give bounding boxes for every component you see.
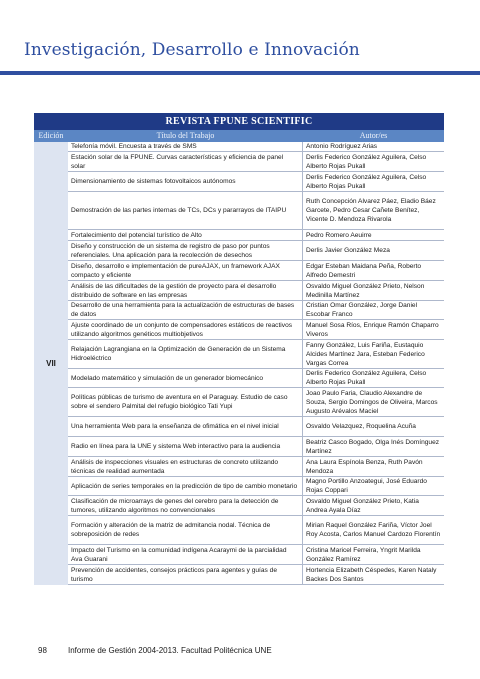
work-title: Dimensionamiento de sistemas fotovoltaicos autónomos: [68, 172, 303, 191]
table-row: [68, 437, 444, 457]
work-title: Una herramienta Web para la enseñanza de ofimática en el nivel inicial: [68, 417, 303, 436]
work-authors: Derlis Federico González Aguilera, Celso Alberto Rojas Pukall: [306, 370, 427, 386]
table-row: [68, 241, 444, 261]
work-title: Demostración de las partes internas de TCs, DCs y pararrayos de ITAIPU: [68, 192, 303, 229]
work-title: Análisis de las dificultades de la gestión de proyecto para el desarrollo distribuido de software en las empresas: [68, 281, 303, 300]
table-row: [68, 172, 444, 192]
table-row: [68, 230, 444, 241]
table-row: [68, 142, 444, 152]
page-title: Investigación, Desarrollo e Innovación: [24, 40, 360, 60]
work-authors: Beatriz Casco Bogado, Olga Inés Domínguez Martínez: [306, 438, 440, 455]
table-row: [68, 565, 444, 585]
header-authors: Autor/es: [359, 131, 388, 140]
table-row: [68, 281, 444, 301]
work-authors: Mirian Raquel González Fariña, Víctor Joel Roy Acosta, Carlos Manuel Cardozo Florentín: [306, 522, 441, 538]
work-authors: Derlis Javier González Meza: [306, 247, 390, 254]
table-row: [68, 477, 444, 496]
table-row: [68, 496, 444, 516]
work-title: Aplicación de series temporales en la predicción de tipo de cambio monetario: [68, 477, 303, 495]
table-row: [68, 152, 444, 172]
work-authors: Antonio Rodríguez Arias: [306, 143, 378, 150]
table-row: [68, 388, 444, 417]
page-footer: [38, 646, 272, 655]
work-authors: Edgar Esteban Maidana Peña, Roberto Alfredo Demestri: [306, 262, 422, 279]
work-title: Fortalecimiento del potencial turístico de Alto: [68, 230, 303, 240]
work-title: Relajación Lagrangiana en la Optimización de Generación de un Sistema Hidroeléctrico: [68, 340, 303, 368]
table-row: [68, 417, 444, 437]
work-authors: Derlis Federico González Aguilera, Celso Alberto Rojas Pukall: [306, 153, 427, 170]
page-number: 98: [38, 646, 47, 655]
edition-cell: VII: [34, 142, 68, 585]
table-row: [68, 516, 444, 545]
work-authors: Manuel Sosa Ríos, Enrique Ramón Chaparro Viveros: [306, 321, 439, 338]
work-authors: Osvaldo Miguel González Prieto, Katia Andrea Ayala Díaz: [306, 497, 419, 514]
footer-text: Informe de Gestión 2004-2013. Facultad Politécnica UNE: [68, 646, 272, 655]
work-title: Radio en línea para la UNE y sistema Web interactivo para la audiencia: [68, 437, 303, 456]
journal-table: [34, 113, 444, 585]
table-row: [68, 545, 444, 565]
table-rows: [68, 142, 444, 585]
work-title: Modelado matemático y simulación de un generador biomecánico: [68, 369, 303, 387]
table-header: [34, 130, 444, 142]
work-title: Ajuste coordinado de un conjunto de compensadores estáticos de reactivos utilizando algoritmos genéticos multiobjetivos: [68, 320, 303, 339]
work-title: Impacto del Turismo en la comunidad indígena Acaraymi de la parcialidad Ava Guarani: [68, 545, 303, 564]
work-title: Estación solar de la FPUNE. Curvas características y eficiencia de panel solar: [68, 152, 303, 171]
work-authors: Osvaldo Velazquez, Roquelina Acuña: [306, 423, 416, 430]
table-row: [68, 192, 444, 230]
work-authors: Magno Portillo Anzoategui, José Eduardo Rojas Coppari: [306, 478, 427, 494]
work-authors: Derlis Federico González Aguilera, Celso Alberto Rojas Pukall: [306, 173, 427, 190]
title-rule: [0, 71, 480, 75]
work-authors: Joao Paulo Faria, Claudio Alexandre de Souza, Sergio Domingos de Oliveira, Marcos Augusto Arévalos Maciel: [306, 389, 438, 415]
work-authors: Fanny González, Luis Fariña, Eustaquio Alcides Martínez Jara, Esteban Federico Vargas Correa: [306, 341, 425, 367]
table-row: [68, 340, 444, 369]
work-authors: Ruth Concepción Alvarez Páez, Eladio Báez Garcete, Pedro Cesar Cañete Benítez, Vicente D. Mendoza Rivarola: [306, 198, 436, 223]
table-body: [34, 142, 444, 585]
work-title: Análisis de inspecciones visuales en estructuras de concreto utilizando técnicas de realidad aumentada: [68, 457, 303, 476]
work-authors: Osvaldo Miguel González Prieto, Nelson Medinilla Martínez: [306, 282, 425, 299]
table-banner: REVISTA FPUNE SCIENTIFIC: [34, 113, 444, 130]
work-title: Políticas públicas de turismo de aventura en el Paraguay. Estudio de caso sobre el sendero Palmital del refugio biológico Tati Yupi: [68, 388, 303, 416]
work-title: Desarrollo de una herramienta para la actualización de estructuras de bases de datos: [68, 301, 303, 319]
work-title: Diseño y construcción de un sistema de registro de paso por puntos referenciales. Una aplicación para la recolección de desechos: [68, 241, 303, 260]
header-edition: Edición: [38, 131, 64, 140]
work-title: Telefonía móvil. Encuesta a través de SMS: [68, 142, 303, 151]
work-title: Formación y alteración de la matriz de admitancia nodal. Técnica de sobreposición de redes: [68, 516, 303, 544]
work-title: Clasificación de microarrays de genes del cerebro para la detección de tumores, utilizando algoritmos no convencionales: [68, 496, 303, 515]
table-row: [68, 457, 444, 477]
work-authors: Hortencia Elizabeth Céspedes, Karen Nataly Backes Dos Santos: [306, 566, 437, 583]
header-title: Título del Trabajo: [156, 131, 215, 140]
work-title: Prevención de accidentes, consejos prácticos para agentes y guías de turismo: [68, 565, 303, 584]
work-authors: Pedro Romero Aeuirre: [306, 231, 372, 239]
table-row: [68, 369, 444, 388]
table-row: [68, 320, 444, 340]
work-authors: Ana Laura Espínola Benza, Ruth Pavón Mendoza: [306, 458, 423, 475]
table-row: [68, 261, 444, 281]
work-authors: Cristina Maricel Ferreira, Yngrit Marilda González Ramírez: [306, 546, 421, 563]
table-row: [68, 301, 444, 320]
work-title: Diseño, desarrollo e implementación de pureAJAX, un framework AJAX compacto y eficiente: [68, 261, 303, 280]
work-authors: Cristian Omar González, Jorge Daniel Escobar Franco: [306, 302, 418, 318]
